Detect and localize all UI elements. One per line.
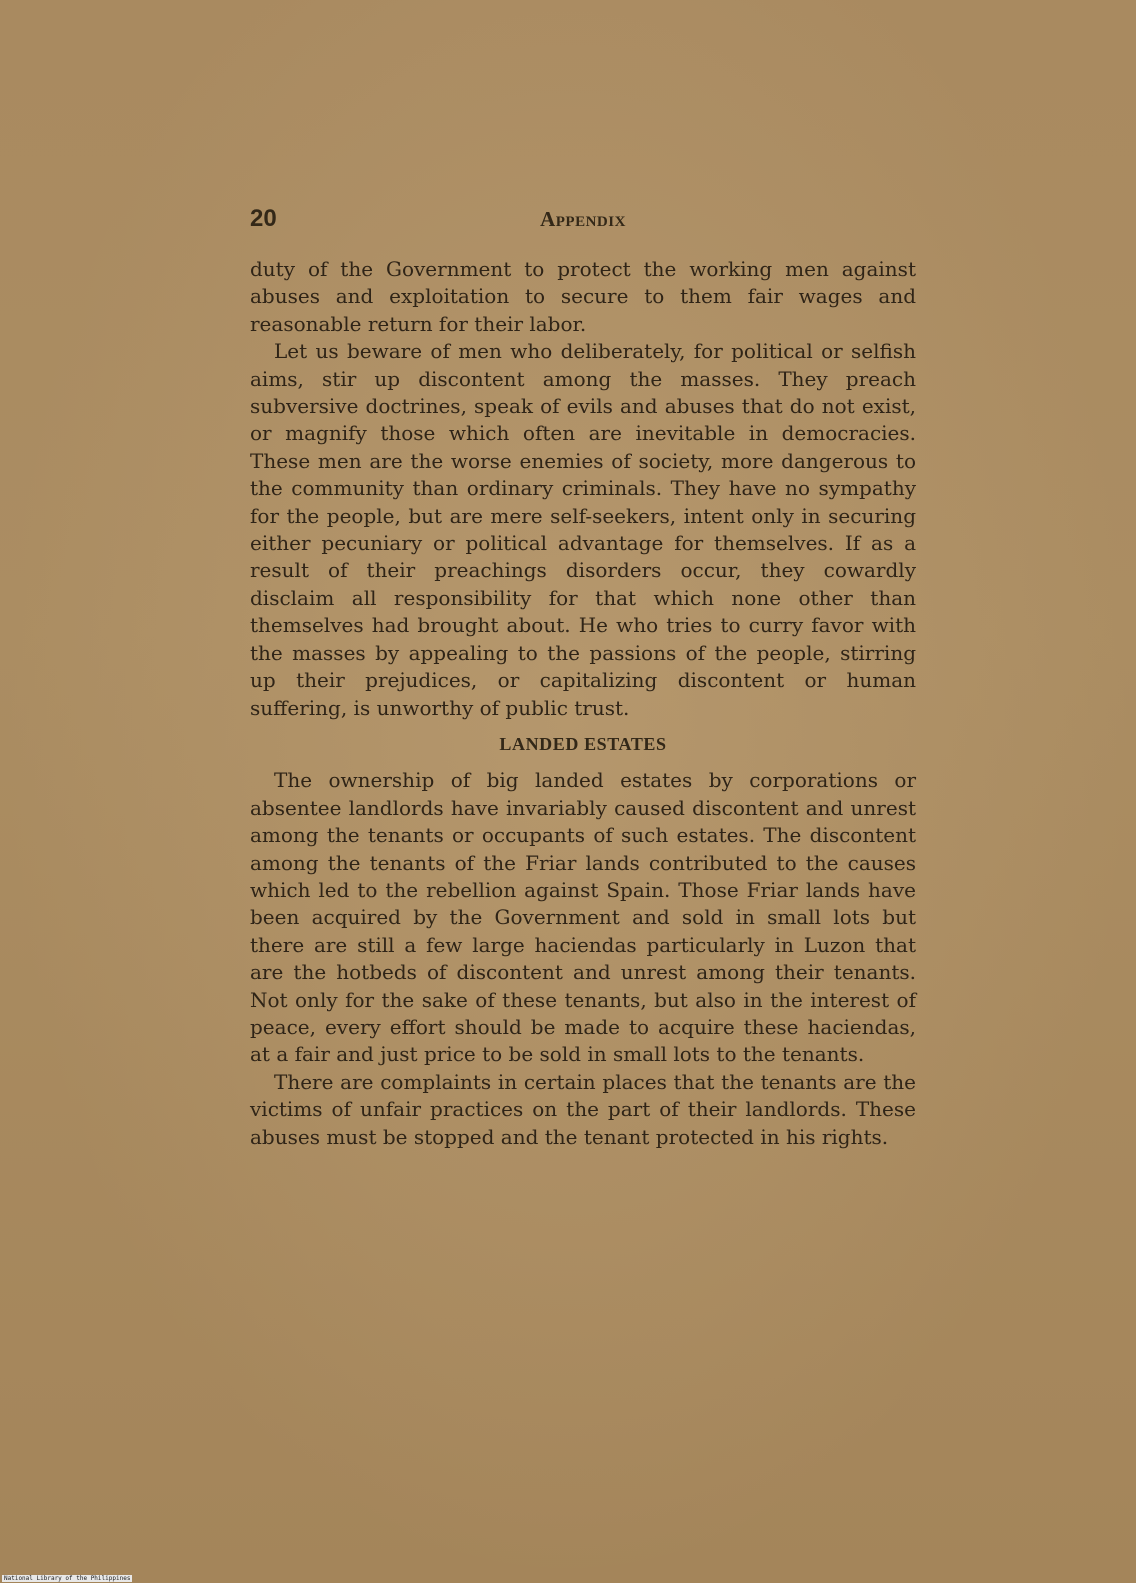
paragraph-continuation: duty of the Government to protect the working men against abuses and exploitation to secure to them fair wages and reasonable return for their labor.: [250, 257, 916, 336]
running-head: Appendix: [540, 207, 626, 231]
page-number: 20: [250, 205, 277, 232]
library-credit: National Library of the Philippines: [4, 1575, 131, 1582]
section-heading: LANDED ESTATES: [499, 733, 667, 754]
paragraph-beware: Let us beware of men who deliberately, for political or selfish aims, stir up discontent among the masses. They preach subversive doctrines, speak of evils and abuses that do not exist, or magnify those which often are inevitable in democracies. These men are the worse enemies of society, more dangerous to the community than ordinary criminals. They have no sympathy for the people, but are mere self-seekers, intent only in securing either pecuniary or political advantage for themselves. If as a result of their preachings disorders occur, they cowardly disclaim all responsibility for that which none other than themselves had brought about. He who tries to curry favor with the masses by appealing to the passions of the people, stirring up their prejudices, or capitalizing discontent or human suffering, is unworthy of public trust.: [250, 339, 916, 720]
paragraph-landed-estates: The ownership of big landed estates by corporations or absentee landlords have invariably caused discontent and unrest among the tenants or occupants of such estates. The discontent among the tenants of the Friar lands contributed to the causes which led to the rebellion against Spain. Those Friar lands have been acquired by the Government and sold in small lots but there are still a few large haciendas particularly in Luzon that are the hotbeds of discontent and unrest among their tenants. Not only for the sake of these tenants, but also in the interest of peace, every effort should be made to acquire these haciendas, at a fair and just price to be sold in small lots to the tenants.: [250, 768, 916, 1067]
body-text: [250, 256, 916, 1151]
paragraph-complaints: There are complaints in certain places that the tenants are the victims of unfair practices on the part of their landlords. These abuses must be stopped and the tenant protected in his rights.: [250, 1069, 916, 1149]
page-header: [250, 205, 916, 241]
